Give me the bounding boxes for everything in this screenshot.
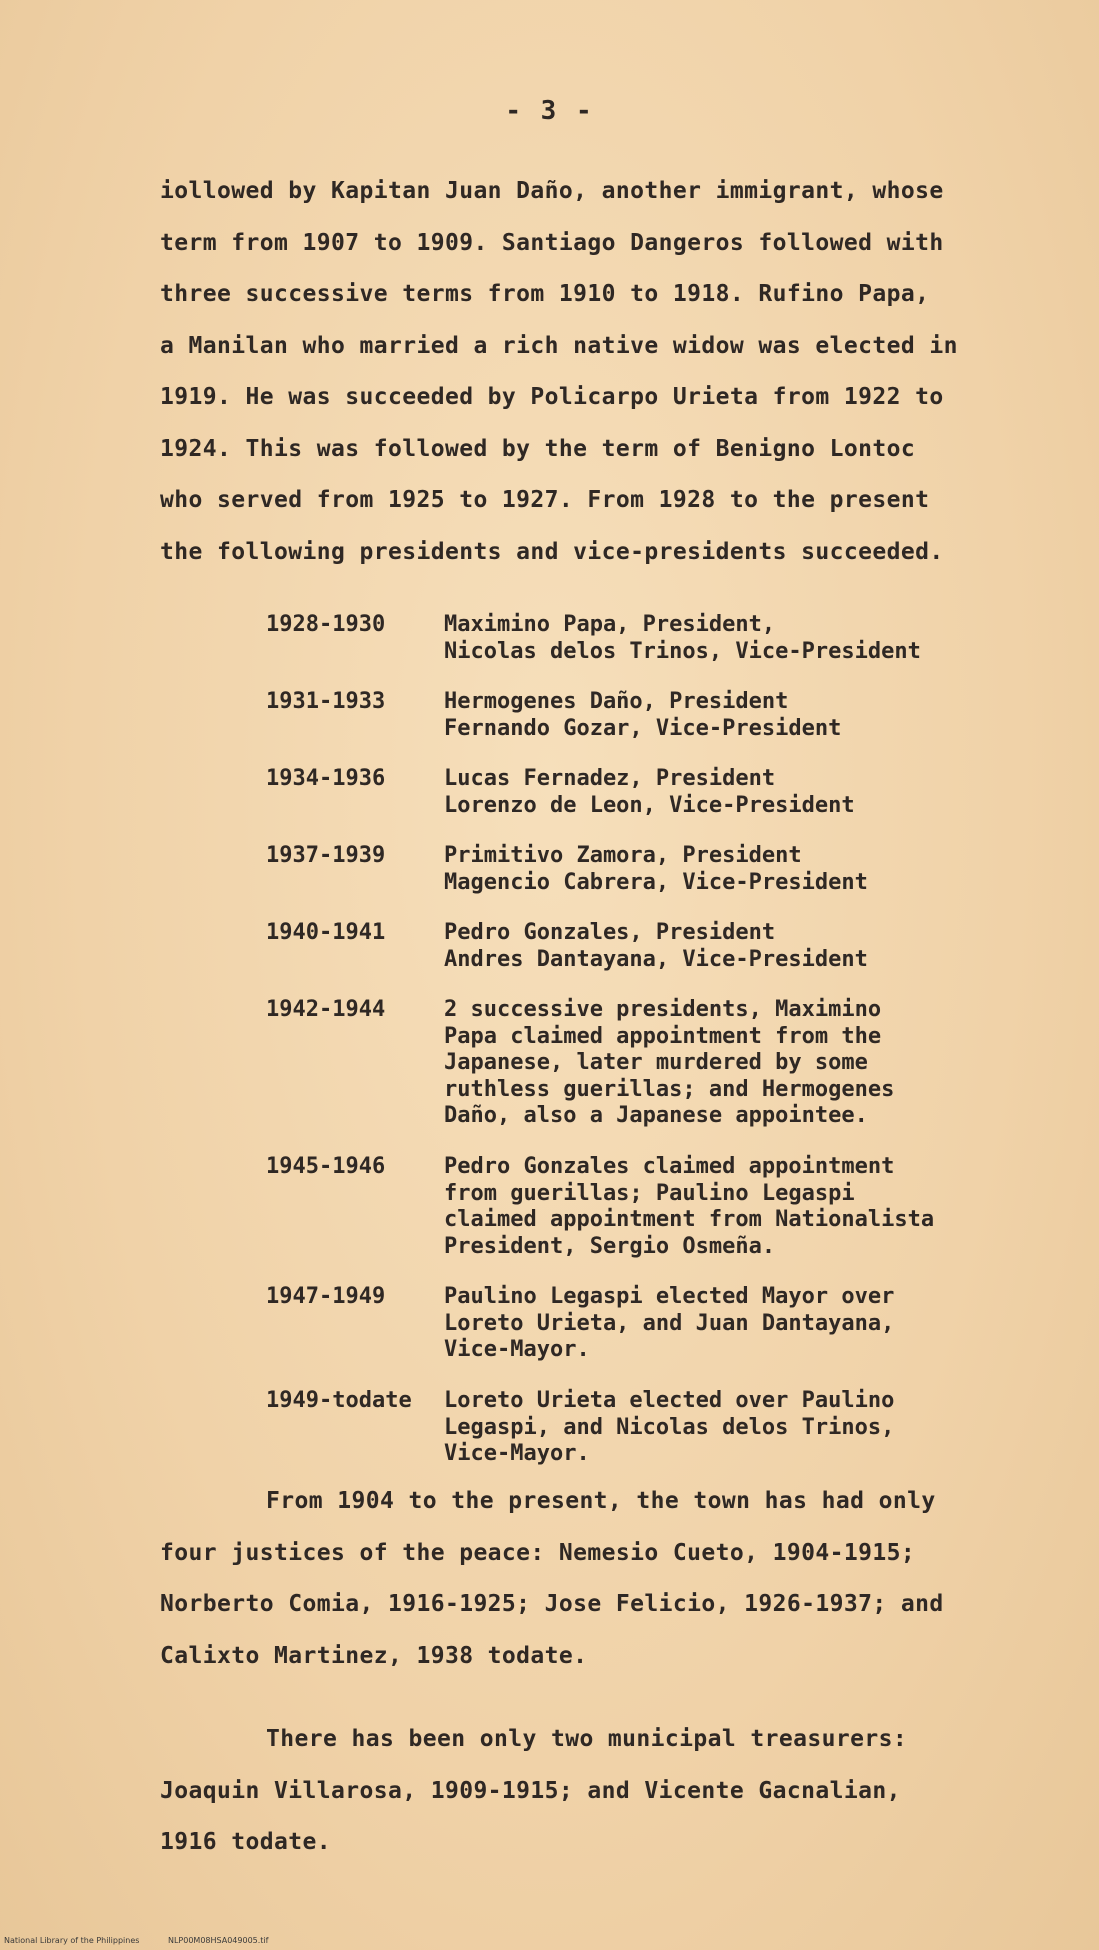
term-years: 1934-1936	[266, 766, 386, 791]
text-line: From 1904 to the present, the town has had only	[266, 1488, 936, 1514]
paragraph-treasurers	[160, 1714, 1020, 1869]
term-line: Legaspi, and Nicolas delos Trinos,	[444, 1414, 895, 1440]
page-number: - 3 -	[505, 96, 594, 126]
term-years: 1937-1939	[266, 843, 386, 868]
text-line: three successive terms from 1910 to 1918. Rufino Papa,	[160, 281, 930, 307]
term-line: Nicolas delos Trinos, Vice-President	[444, 638, 921, 664]
scan-footer	[4, 1936, 294, 1945]
term-entry	[266, 1284, 1066, 1388]
text-line: 1919. He was succeeded by Policarpo Urieta from 1922 to	[160, 384, 944, 410]
text-line: iollowed by Kapitan Juan Daño, another immigrant, whose	[160, 178, 944, 204]
term-years: 1949-todate	[266, 1388, 412, 1413]
text-line: There has been only two municipal treasurers:	[266, 1726, 908, 1752]
term-description	[444, 1388, 894, 1468]
term-line: from guerillas; Paulino Legaspi	[444, 1180, 855, 1206]
text-line: four justices of the peace: Nemesio Cueto, 1904-1915;	[160, 1539, 916, 1566]
term-line: Loreto Urieta, and Juan Dantayana,	[444, 1310, 895, 1336]
term-line: Pedro Gonzales, President	[444, 920, 776, 945]
term-line: Lucas Fernadez, President	[444, 766, 776, 791]
text-line: 1916 todate.	[160, 1829, 331, 1855]
text-line: Calixto Martinez, 1938 todate.	[160, 1642, 588, 1669]
term-line: Vice-Mayor.	[444, 1441, 590, 1466]
term-years: 1947-1949	[266, 1284, 386, 1309]
term-years: 1942-1944	[266, 997, 386, 1022]
term-entry	[266, 612, 1066, 689]
term-entry	[266, 1154, 1066, 1284]
term-line: Maximino Papa, President,	[444, 612, 776, 637]
term-line: Loreto Urieta elected over Paulino	[444, 1388, 895, 1413]
text-line: who served from 1925 to 1927. From 1928 to the present	[160, 487, 930, 513]
term-line: Magencio Cabrera, Vice-President	[444, 869, 868, 895]
text-line: term from 1907 to 1909. Santiago Dangeros followed with	[160, 229, 944, 256]
term-years: 1945-1946	[266, 1154, 386, 1179]
term-line: 2 successive presidents, Maximino	[444, 997, 882, 1022]
term-description	[444, 689, 841, 742]
term-line: ruthless guerillas; and Hermogenes	[444, 1076, 895, 1102]
term-line: Vice-Mayor.	[444, 1337, 590, 1362]
text-line: a Manilan who married a rich native widow was elected in	[160, 332, 958, 359]
term-years: 1940-1941	[266, 920, 386, 945]
library-name: National Library of the Philippines	[4, 1936, 140, 1945]
term-entry	[266, 766, 1066, 843]
term-entry	[266, 689, 1066, 766]
term-years: 1931-1933	[266, 689, 386, 714]
term-line: Papa claimed appointment from the	[444, 1023, 882, 1049]
term-line: Fernando Gozar, Vice-President	[444, 715, 842, 741]
term-description	[444, 1154, 934, 1260]
term-list	[266, 612, 1066, 1492]
term-years: 1928-1930	[266, 612, 386, 637]
term-line: Lorenzo de Leon, Vice-President	[444, 792, 855, 818]
file-id: NLP00M08HSA049005.tif	[167, 1936, 269, 1945]
text-line: Norberto Comia, 1916-1925; Jose Felicio, 1926-1937; and	[160, 1591, 944, 1617]
term-entry	[266, 997, 1066, 1154]
paragraph-history	[160, 166, 1020, 578]
term-description	[444, 766, 855, 819]
term-line: Hermogenes Daño, President	[444, 689, 789, 714]
term-line: claimed appointment from Nationalista	[444, 1207, 935, 1232]
term-description	[444, 1284, 894, 1364]
term-line: President, Sergio Osmeña.	[444, 1233, 776, 1259]
term-line: Pedro Gonzales claimed appointment	[444, 1154, 895, 1179]
term-line: Andres Dantayana, Vice-President	[444, 946, 868, 972]
text-line: Joaquin Villarosa, 1909-1915; and Vicente Gacnalian,	[160, 1777, 901, 1804]
text-line: 1924. This was followed by the term of Benigno Lontoc	[160, 435, 916, 462]
term-line: Japanese, later murdered by some	[444, 1050, 868, 1075]
term-description	[444, 920, 868, 973]
term-line: Daño, also a Japanese appointee.	[444, 1103, 868, 1128]
term-description	[444, 997, 894, 1130]
term-line: Paulino Legaspi elected Mayor over	[444, 1284, 895, 1309]
term-entry	[266, 920, 1066, 997]
term-entry	[266, 843, 1066, 920]
term-line: Primitivo Zamora, President	[444, 843, 802, 868]
term-description	[444, 843, 868, 896]
text-line: the following presidents and vice-presidents succeeded.	[160, 538, 944, 565]
term-description	[444, 612, 921, 665]
paragraph-justices	[160, 1476, 1020, 1682]
